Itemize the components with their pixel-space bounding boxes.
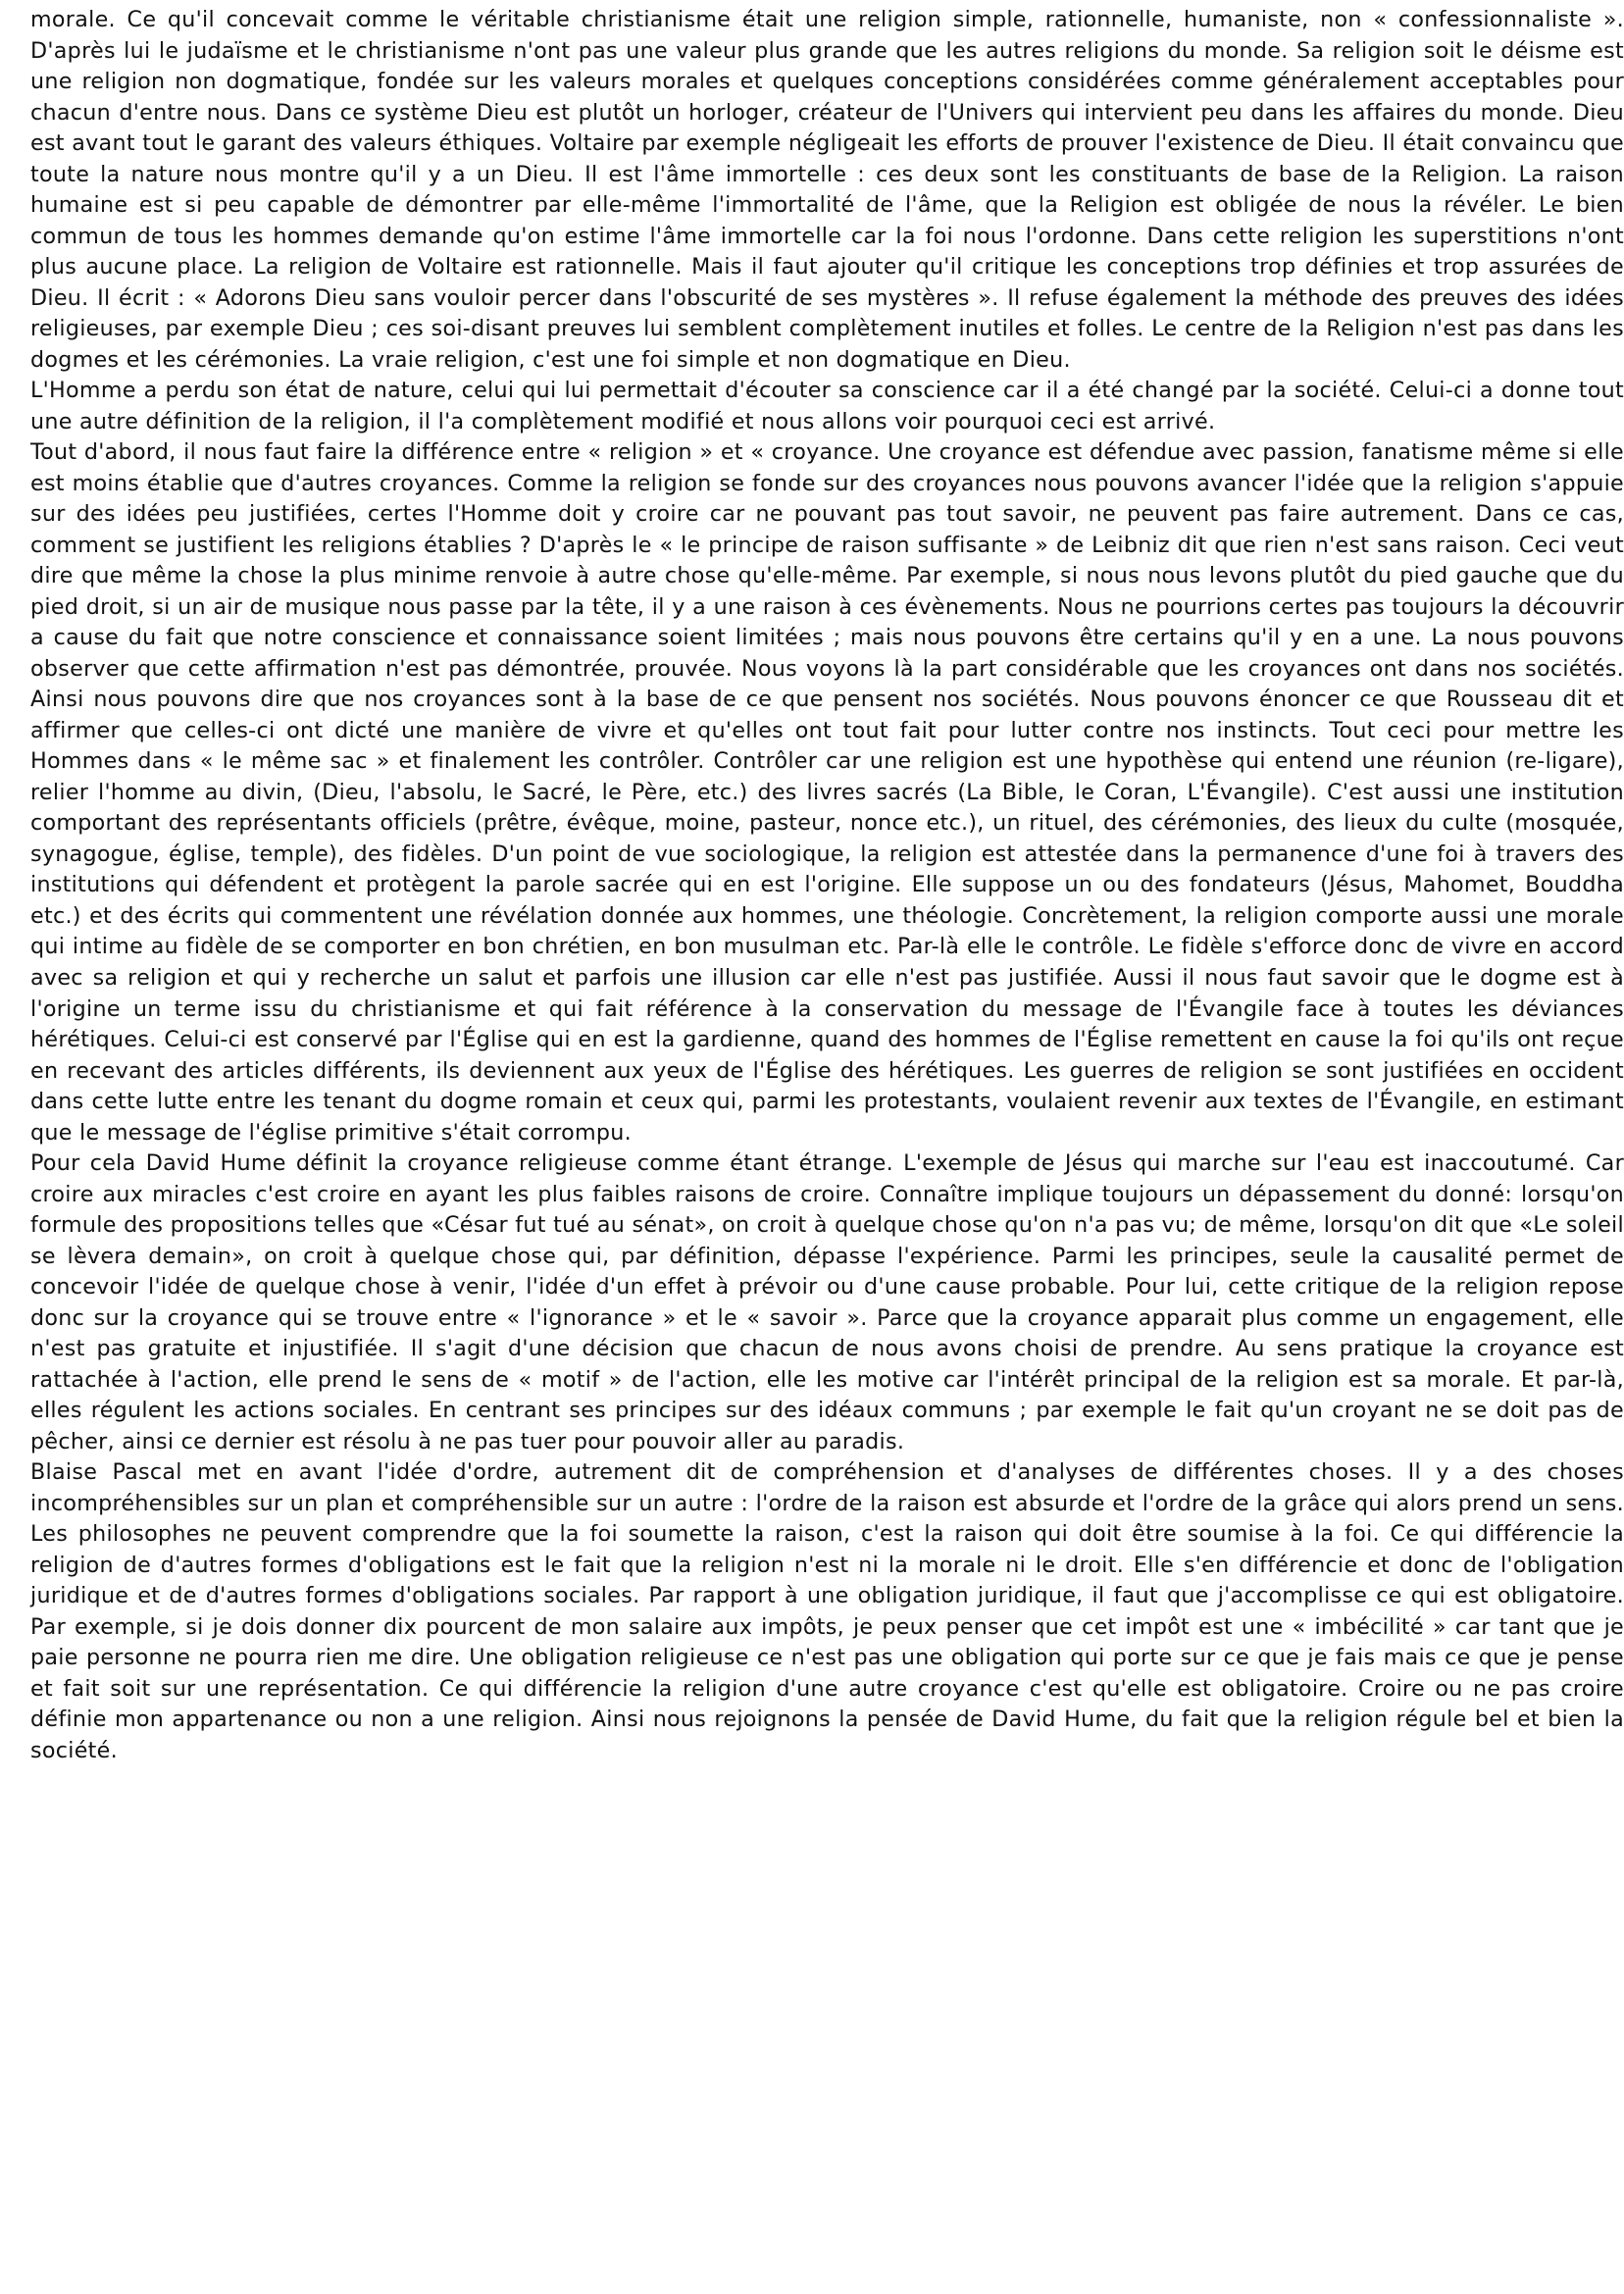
paragraph-david-hume: Pour cela David Hume définit la croyance religieuse comme étant étrange. L'exemple de Jésus qui marche sur l'eau est inaccoutumé. Car croire aux miracles c'est croire en ayant les plus faibles raisons de croire. Connaître implique toujours un dépassement du donné: lorsqu'on formule des propositions telles que «César fut tué au sénat», on croit à quelque chose qu'on n'a pas vu; de même, lorsqu'on dit que «Le soleil se lèvera demain», on croit à quelque chose qui, par définition, dépasse l'expérience. Parmi les principes, seule la causalité permet de concevoir l'idée de quelque chose à venir, l'idée d'un effet à prévoir ou d'une cause probable. Pour lui, cette critique de la religion repose donc sur la croyance qui se trouve entre « l'ignorance » et le « savoir ». Parce que la croyance apparait plus comme un engagement, elle n'est pas gratuite et injustifiée. Il s'agit d'une décision que chacun de nous avons choisi de prendre. Au sens pratique la croyance est rattachée à l'action, elle prend le sens de « motif » de l'action, elle les motive car l'intérêt principal de la religion est sa morale. Et par-là, elles régulent les actions sociales. En centrant ses principes sur des idéaux communs ; par exemple le fait qu'un croyant ne se doit pas de pêcher, ainsi ce dernier est résolu à ne pas tuer pour pouvoir aller au paradis. [30, 1150, 1624, 1454]
document-page [30, 5, 1624, 1766]
paragraph-voltaire-deism: morale. Ce qu'il concevait comme le véritable christianisme était une religion simple, rationnelle, humaniste, non « confessionnaliste ». D'après lui le judaïsme et le christianisme n'ont pas une valeur plus grande que les autres religions du monde. Sa religion soit le déisme est une religion non dogmatique, fondée sur les valeurs morales et quelques conceptions considérées comme généralement acceptables pour chacun d'entre nous. Dans ce système Dieu est plutôt un horloger, créateur de l'Univers qui intervient peu dans les affaires du monde. Dieu est avant tout le garant des valeurs éthiques. Voltaire par exemple négligeait les efforts de prouver l'existence de Dieu. Il était convaincu que toute la nature nous montre qu'il y a un Dieu. Il est l'âme immortelle : ces deux sont les constituants de base de la Religion. La raison humaine est si peu capable de démontrer par elle-même l'immortalité de l'âme, que la Religion est obligée de nous la révéler. Le bien commun de tous les hommes demande qu'on estime l'âme immortelle car la foi nous l'ordonne. Dans cette religion les superstitions n'ont plus aucune place. La religion de Voltaire est rationnelle. Mais il faut ajouter qu'il critique les conceptions trop définies et trop assurées de Dieu. Il écrit : « Adorons Dieu sans vouloir percer dans l'obscurité de ses mystères ». Il refuse également la méthode des preuves des idées religieuses, par exemple Dieu ; ces soi-disant preuves lui semblent complètement inutiles et folles. Le centre de la Religion n'est pas dans les dogmes et les cérémonies. La vraie religion, c'est une foi simple et non dogmatique en Dieu. [30, 7, 1624, 373]
paragraph-religion-vs-belief: Tout d'abord, il nous faut faire la différence entre « religion » et « croyance. Une croyance est défendue avec passion, fanatisme même si elle est moins établie que d'autres croyances. Comme la religion se fonde sur des croyances nous pouvons avancer l'idée que la religion s'appuie sur des idées peu justifiées, certes l'Homme doit y croire car ne pouvant pas tout savoir, ne peuvent pas faire autrement. Dans ce cas, comment se justifient les religions établies ? D'après le « le principe de raison suffisante » de Leibniz dit que rien n'est sans raison. Ceci veut dire que même la chose la plus minime renvoie à autre chose qu'elle-même. Par exemple, si nous nous levons plutôt du pied gauche que du pied droit, si un air de musique nous passe par la tête, il y a une raison à ces évènements. Nous ne pourrions certes pas toujours la découvrir a cause du fait que notre conscience et connaissance soient limitées ; mais nous pouvons être certains qu'il y en a une. La nous pouvons observer que cette affirmation n'est pas démontrée, prouvée. Nous voyons là la part considérable que les croyances ont dans nos sociétés. Ainsi nous pouvons dire que nos croyances sont à la base de ce que pensent nos sociétés. Nous pouvons énoncer ce que Rousseau dit et affirmer que celles-ci ont dicté une manière de vivre et qu'elles ont tout fait pour lutter contre nos instincts. Tout ceci pour mettre les Hommes dans « le même sac » et finalement les contrôler. Contrôler car une religion est une hypothèse qui entend une réunion (re-ligare), relier l'homme au divin, (Dieu, l'absolu, le Sacré, le Père, etc.) des livres sacrés (La Bible, le Coran, L'Évangile). C'est aussi une institution comportant des représentants officiels (prêtre, évêque, moine, pasteur, nonce etc.), un rituel, des cérémonies, des lieux du culte (mosquée, synagogue, église, temple), des fidèles. D'un point de vue sociologique, la religion est attestée dans la permanence d'une foi à travers des institutions qui défendent et protègent la parole sacrée qui en est l'origine. Elle suppose un ou des fondateurs (Jésus, Mahomet, Bouddha etc.) et des écrits qui commentent une révélation donnée aux hommes, une théologie. Concrètement, la religion comporte aussi une morale qui intime au fidèle de se comporter en bon chrétien, en bon musulman etc. Par-là elle le contrôle. Le fidèle s'efforce donc de vivre en accord avec sa religion et qui y recherche un salut et parfois une illusion car elle n'est pas justifiée. Aussi il nous faut savoir que le dogme est à l'origine un terme issu du christianisme et qui fait référence à la conservation du message de l'Évangile face à toutes les déviances hérétiques. Celui-ci est conservé par l'Église qui en est la gardienne, quand des hommes de l'Église remettent en cause la foi qu'ils ont reçue en recevant des articles différents, ils deviennent aux yeux de l'Église des hérétiques. Les guerres de religion se sont justifiées en occident dans cette lutte entre les tenant du dogme romain et ceux qui, parmi les protestants, voulaient revenir aux textes de l'Évangile, en estimant que le message de l'église primitive s'était corrompu. [30, 439, 1624, 1146]
paragraph-state-of-nature: L'Homme a perdu son état de nature, celui qui lui permettait d'écouter sa conscience car il a été changé par la société. Celui-ci a donne tout une autre définition de la religion, il l'a complètement modifié et nous allons voir pourquoi ceci est arrivé. [30, 378, 1624, 434]
paragraph-blaise-pascal: Blaise Pascal met en avant l'idée d'ordre, autrement dit de compréhension et d'analyses de différentes choses. Il y a des choses incompréhensibles sur un plan et compréhensible sur un autre : l'ordre de la raison est absurde et l'ordre de la grâce qui alors prend un sens. Les philosophes ne peuvent comprendre que la foi soumette la raison, c'est la raison qui doit être soumise à la foi. Ce qui différencie la religion de d'autres formes d'obligations est le fait que la religion n'est ni la morale ni le droit. Elle s'en différencie et donc de l'obligation juridique et de d'autres formes d'obligations sociales. Par rapport à une obligation juridique, il faut que j'accomplisse ce qui est obligatoire. Par exemple, si je dois donner dix pourcent de mon salaire aux impôts, je peux penser que cet impôt est une « imbécilité » car tant que je paie personne ne pourra rien me dire. Une obligation religieuse ce n'est pas une obligation qui porte sur ce que je fais mais ce que je pense et fait soit sur une représentation. Ce qui différencie la religion d'une autre croyance c'est qu'elle est obligatoire. Croire ou ne pas croire définie mon appartenance ou non a une religion. Ainsi nous rejoignons la pensée de David Hume, du fait que la religion régule bel et bien la société. [30, 1459, 1624, 1763]
